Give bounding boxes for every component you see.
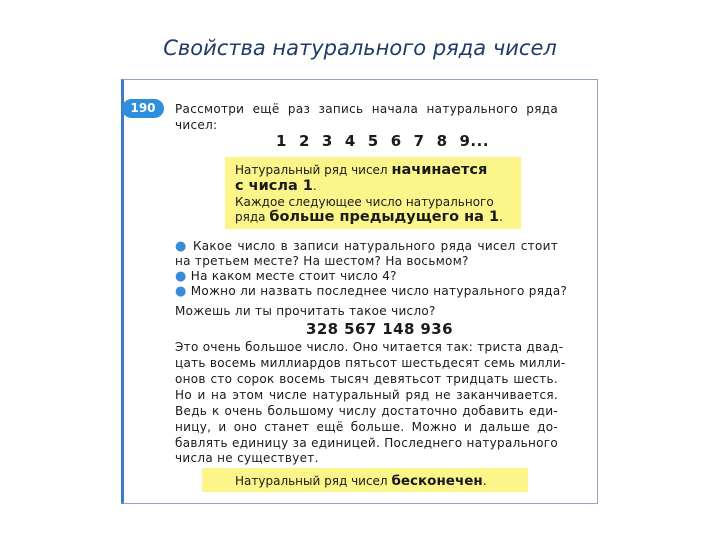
conclusion-text: Натуральный ряд чисел: [235, 474, 388, 488]
question-text: Какое число в записи натурального ряда чисел стоит: [192, 239, 558, 253]
conclusion-line: [235, 473, 487, 489]
paragraph-line: числа не существует.: [175, 451, 319, 465]
rule-text: .: [312, 179, 317, 193]
rule-text: .: [499, 210, 503, 224]
sequence-number: 9...: [459, 132, 490, 150]
sequence-number: 3: [321, 132, 333, 150]
rule-text: Натуральный ряд чисел: [235, 163, 388, 177]
slide-title: Свойства натурального ряда чисел: [163, 36, 557, 60]
paragraph-line: бавлять единицу за единицей. Последнего натурального: [175, 436, 558, 450]
rule-line-1: [235, 162, 487, 178]
rule-highlight: с числа 1: [235, 178, 313, 194]
sequence-number: 5: [367, 132, 379, 150]
natural-sequence: [276, 132, 501, 150]
paragraph-line: онов сто сорок восемь тысяч девятьсот тридцать шесть.: [175, 372, 558, 386]
conclusion-text: .: [482, 474, 487, 488]
paragraph-line: цать восемь миллиардов пятьсот шестьдесят семь милли-: [175, 356, 566, 370]
paragraph-line: Ведь к очень большому числу достаточно добавить еди-: [175, 404, 558, 418]
sequence-number: 1: [276, 132, 287, 150]
sequence-number: 4: [344, 132, 356, 150]
paragraph-line: Это очень большое число. Оно читается так: триста двад-: [175, 340, 564, 354]
question-text: Можно ли назвать последнее число натурального ряда?: [190, 284, 568, 298]
rule-line-3: Каждое следующее число натурального: [235, 195, 494, 209]
conclusion-highlight: бесконечен: [391, 473, 483, 489]
question-2: [175, 269, 397, 284]
question-text: На каком месте стоит число 4?: [190, 269, 397, 283]
rule-highlight: начинается: [391, 162, 488, 178]
bullet-icon: ●: [175, 239, 188, 254]
rule-line-4: [235, 209, 503, 225]
sequence-number: 8: [436, 132, 448, 150]
rule-box: [225, 157, 521, 229]
bullet-icon: ●: [175, 269, 187, 284]
question-1: [175, 239, 558, 254]
rule-line-2: [235, 178, 317, 194]
rule-highlight: больше предыдущего на 1: [269, 209, 500, 225]
big-number: 328 567 148 936: [306, 320, 453, 338]
question-3: [175, 284, 567, 299]
sequence-number: 6: [390, 132, 402, 150]
paragraph-line: ницу, и оно станет ещё больше. Можно и дальше до-: [175, 420, 558, 434]
conclusion-box: [202, 468, 528, 492]
read-prompt: Можешь ли ты прочитать такое число?: [175, 304, 436, 318]
sequence-number: 2: [298, 132, 310, 150]
rule-text: ряда: [235, 210, 266, 224]
question-text: на третьем месте? На шестом? На восьмом?: [175, 254, 469, 268]
bullet-icon: ●: [175, 284, 187, 299]
paragraph-line: Но и на этом числе натуральный ряд не заканчивается.: [175, 388, 558, 402]
sequence-number: 7: [413, 132, 425, 150]
intro-line-1: Рассмотри ещё раз запись начала натурального ряда: [175, 102, 558, 116]
exercise-number-badge: 190: [122, 99, 164, 118]
intro-line-2: чисел:: [175, 118, 218, 132]
question-1-continued: [175, 254, 469, 268]
